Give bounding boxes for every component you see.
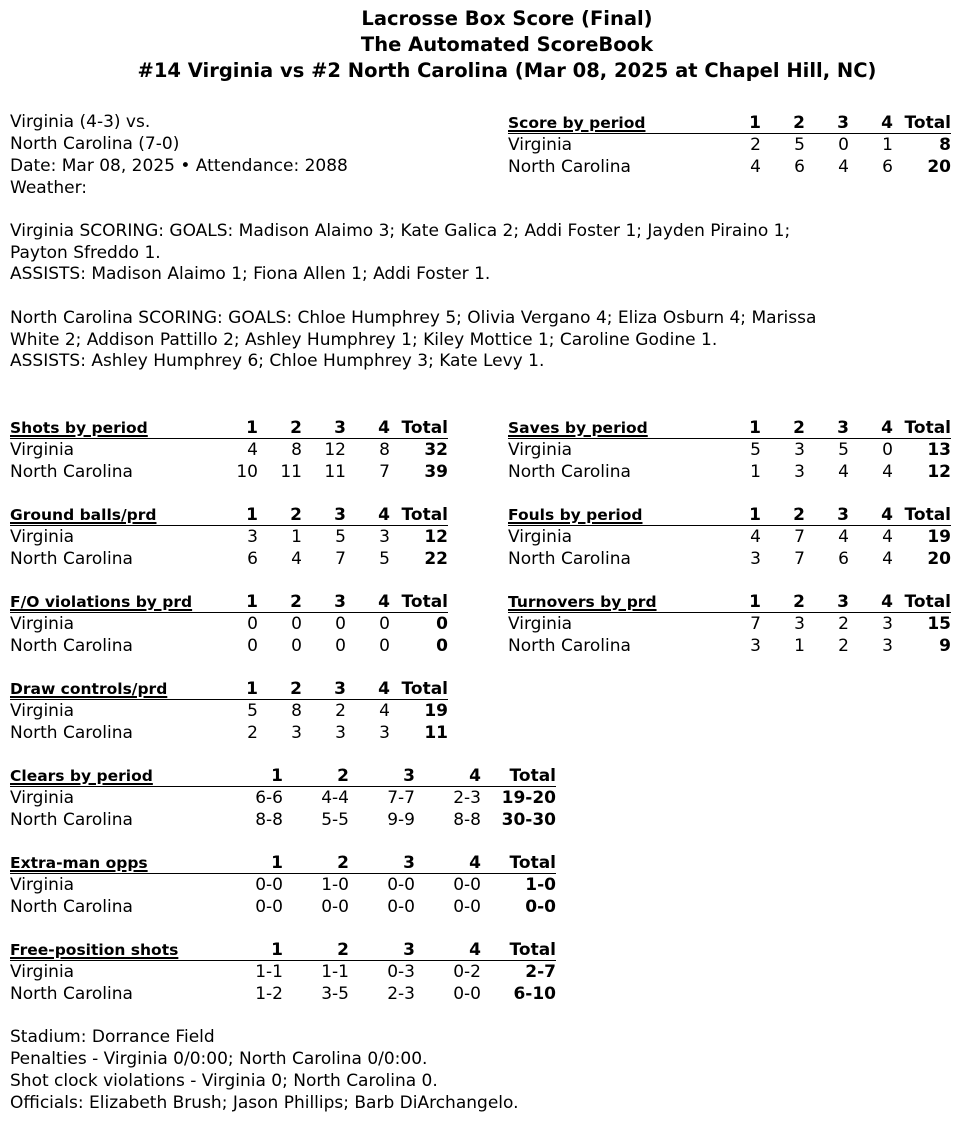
column-header-period: 3 — [805, 418, 849, 439]
column-header-period: 1 — [210, 940, 283, 961]
table-row — [508, 613, 951, 636]
column-header-total: Total — [481, 766, 556, 787]
table-row — [10, 809, 556, 831]
period-value: 0 — [882, 439, 893, 460]
column-header-period: 4 — [346, 505, 390, 526]
period-value: 4 — [882, 526, 893, 547]
total-value: 1-0 — [525, 874, 556, 895]
column-header-period: 2 — [258, 505, 302, 526]
column-header-total: Total — [390, 505, 448, 526]
period-value: 0 — [379, 613, 390, 634]
period-value: 1-1 — [255, 961, 283, 982]
report-titles — [0, 6, 962, 84]
column-header-period: 1 — [210, 853, 283, 874]
column-header-period: 3 — [302, 679, 346, 700]
period-value: 3 — [379, 722, 390, 743]
total-value: 8 — [939, 134, 951, 155]
team-name: North Carolina — [508, 548, 631, 569]
table-header-row — [10, 679, 448, 700]
team-name: North Carolina — [10, 809, 133, 830]
period-value: 4 — [882, 548, 893, 569]
period-value: 3 — [794, 613, 805, 634]
column-header-period: 2 — [283, 940, 349, 961]
period-value: 2-3 — [453, 787, 481, 808]
date-attendance: Date: Mar 08, 2025 • Attendance: 2088 — [10, 156, 348, 176]
column-header-period: 1 — [230, 592, 258, 613]
report-title: Lacrosse Box Score (Final) — [361, 7, 653, 30]
period-value: 4 — [838, 526, 849, 547]
period-value: 6 — [838, 548, 849, 569]
team-name: Virginia — [10, 874, 75, 895]
column-header-period: 3 — [349, 766, 415, 787]
total-value: 9 — [939, 635, 951, 656]
table-row — [10, 722, 448, 744]
total-value: 30-30 — [501, 809, 556, 830]
period-value: 3 — [882, 635, 893, 656]
period-value: 11 — [324, 461, 346, 482]
total-value: 2-7 — [525, 961, 556, 982]
column-header-total: Total — [893, 505, 951, 526]
period-value: 4-4 — [321, 787, 349, 808]
period-value: 0-0 — [453, 896, 481, 917]
table-label: Ground balls/prd — [10, 505, 230, 526]
period-value: 0-3 — [387, 961, 415, 982]
period-value: 4 — [291, 548, 302, 569]
fouls-by-period-table — [508, 505, 951, 570]
period-value: 7 — [335, 548, 346, 569]
period-value: 5 — [335, 526, 346, 547]
table-header-row — [10, 592, 448, 613]
team-name: Virginia — [508, 439, 573, 460]
period-value: 1 — [882, 134, 893, 155]
column-header-total: Total — [390, 418, 448, 439]
game-info — [10, 111, 348, 199]
period-value: 3 — [247, 526, 258, 547]
team-name: North Carolina — [10, 896, 133, 917]
table-label: Shots by period — [10, 418, 230, 439]
column-header-period: 2 — [258, 418, 302, 439]
penalties: Penalties - Virginia 0/0:00; North Carolina 0/0:00. — [10, 1049, 428, 1069]
table-label: Turnovers by prd — [508, 592, 733, 613]
period-value: 2 — [247, 722, 258, 743]
column-header-total: Total — [390, 679, 448, 700]
total-value: 0 — [436, 635, 448, 656]
column-header-period: 1 — [733, 418, 761, 439]
period-value: 0-0 — [453, 874, 481, 895]
column-header-period: 4 — [849, 418, 893, 439]
team-name: North Carolina — [508, 156, 631, 177]
team-name: North Carolina — [10, 548, 133, 569]
free-position-shots-table — [10, 940, 556, 1005]
period-value: 0 — [335, 613, 346, 634]
period-value: 8 — [379, 439, 390, 460]
team-name: North Carolina — [508, 635, 631, 656]
column-header-total: Total — [893, 113, 951, 134]
column-header-period: 3 — [302, 418, 346, 439]
table-row — [508, 635, 951, 657]
period-value: 6 — [794, 156, 805, 177]
table-row — [508, 548, 951, 570]
column-header-period: 1 — [733, 592, 761, 613]
team-name: Virginia — [10, 700, 75, 721]
table-header-row — [508, 418, 951, 439]
period-value: 2 — [335, 700, 346, 721]
period-value: 0 — [335, 635, 346, 656]
table-header-row — [508, 592, 951, 613]
table-row — [10, 700, 448, 723]
period-value: 8 — [291, 700, 302, 721]
period-value: 3 — [882, 613, 893, 634]
column-header-period: 4 — [849, 592, 893, 613]
period-value: 0-0 — [321, 896, 349, 917]
column-header-period: 3 — [302, 505, 346, 526]
total-value: 13 — [927, 439, 951, 460]
column-header-total: Total — [481, 940, 556, 961]
total-value: 6-10 — [513, 983, 556, 1004]
column-header-period: 2 — [258, 592, 302, 613]
period-value: 3 — [794, 439, 805, 460]
unc-assists: ASSISTS: Ashley Humphrey 6; Chloe Humphrey 3; Kate Levy 1. — [10, 351, 545, 371]
table-header-row — [508, 113, 951, 134]
team-name: Virginia — [10, 613, 75, 634]
table-row — [10, 635, 448, 657]
saves-by-period-table — [508, 418, 951, 483]
period-value: 7 — [750, 613, 761, 634]
shot-clock-violations: Shot clock violations - Virginia 0; North Carolina 0. — [10, 1071, 438, 1091]
column-header-period: 3 — [349, 853, 415, 874]
table-header-row — [10, 505, 448, 526]
draw-controls-table — [10, 679, 448, 744]
period-value: 3 — [750, 548, 761, 569]
virginia-goals: Virginia SCORING: GOALS: Madison Alaimo 3; Kate Galica 2; Addi Foster 1; Jayden Piraino 1; Payton Sfreddo 1. — [10, 221, 791, 263]
column-header-period: 2 — [283, 766, 349, 787]
column-header-period: 2 — [761, 113, 805, 134]
table-label: Saves by period — [508, 418, 733, 439]
period-value: 3 — [291, 722, 302, 743]
unc-goals: North Carolina SCORING: GOALS: Chloe Humphrey 5; Olivia Vergano 4; Eliza Osburn 4; Marissa White 2; Addison Pattillo 2; Ashley Humphrey 1; Kiley Mottice 1; Caroline Godine 1. — [10, 308, 817, 350]
column-header-period: 2 — [258, 679, 302, 700]
column-header-period: 1 — [230, 505, 258, 526]
period-value: 0 — [838, 134, 849, 155]
extra-man-table — [10, 853, 556, 918]
team-name: North Carolina — [508, 461, 631, 482]
table-row — [10, 961, 556, 984]
total-value: 20 — [927, 548, 951, 569]
table-label: Fouls by period — [508, 505, 733, 526]
report-subtitle: The Automated ScoreBook — [360, 33, 654, 56]
period-value: 7-7 — [387, 787, 415, 808]
virginia-assists: ASSISTS: Madison Alaimo 1; Fiona Allen 1; Addi Foster 1. — [10, 264, 491, 284]
officials: Officials: Elizabeth Brush; Jason Phillips; Barb DiArchangelo. — [10, 1093, 519, 1113]
table-label: Draw controls/prd — [10, 679, 230, 700]
table-label: Extra-man opps — [10, 853, 210, 874]
table-header-row — [10, 940, 556, 961]
table-row — [10, 548, 448, 570]
column-header-period: 4 — [346, 592, 390, 613]
column-header-period: 1 — [230, 418, 258, 439]
period-value: 8-8 — [453, 809, 481, 830]
column-header-period: 2 — [761, 592, 805, 613]
column-header-period: 4 — [415, 940, 481, 961]
table-row — [10, 874, 556, 897]
team-name: Virginia — [508, 526, 573, 547]
period-value: 1-2 — [255, 983, 283, 1004]
total-value: 39 — [424, 461, 448, 482]
table-row — [10, 439, 448, 462]
period-value: 7 — [379, 461, 390, 482]
period-value: 12 — [324, 439, 346, 460]
table-row — [10, 526, 448, 549]
period-value: 5 — [750, 439, 761, 460]
period-value: 5 — [379, 548, 390, 569]
column-header-total: Total — [893, 418, 951, 439]
table-label: Score by period — [508, 113, 733, 134]
team-name: North Carolina — [10, 722, 133, 743]
team-name: North Carolina — [10, 983, 133, 1004]
period-value: 0 — [247, 613, 258, 634]
team-name: North Carolina — [10, 635, 133, 656]
column-header-period: 1 — [210, 766, 283, 787]
total-value: 32 — [424, 439, 448, 460]
column-header-period: 1 — [230, 679, 258, 700]
total-value: 22 — [424, 548, 448, 569]
column-header-period: 4 — [849, 113, 893, 134]
period-value: 4 — [882, 461, 893, 482]
total-value: 19-20 — [501, 787, 556, 808]
total-value: 11 — [424, 722, 448, 743]
period-value: 2-3 — [387, 983, 415, 1004]
column-header-period: 4 — [849, 505, 893, 526]
period-value: 7 — [794, 548, 805, 569]
ground-balls-table — [10, 505, 448, 570]
period-value: 0-2 — [453, 961, 481, 982]
game-title: #14 Virginia vs #2 North Carolina (Mar 08, 2025 at Chapel Hill, NC) — [137, 59, 877, 82]
column-header-period: 3 — [302, 592, 346, 613]
column-header-period: 1 — [733, 505, 761, 526]
total-value: 19 — [927, 526, 951, 547]
weather: Weather: — [10, 178, 88, 198]
period-value: 2 — [838, 613, 849, 634]
total-value: 0-0 — [525, 896, 556, 917]
stadium: Stadium: Dorrance Field — [10, 1027, 215, 1047]
table-row — [508, 461, 951, 483]
period-value: 11 — [280, 461, 302, 482]
period-value: 3 — [794, 461, 805, 482]
table-row — [10, 896, 556, 918]
shots-by-period-table — [10, 418, 448, 483]
period-value: 4 — [838, 461, 849, 482]
period-value: 8-8 — [255, 809, 283, 830]
team-name: North Carolina — [10, 461, 133, 482]
table-label: Clears by period — [10, 766, 210, 787]
column-header-period: 2 — [283, 853, 349, 874]
period-value: 8 — [291, 439, 302, 460]
period-value: 4 — [838, 156, 849, 177]
column-header-period: 2 — [761, 418, 805, 439]
footer-notes — [10, 1026, 519, 1114]
period-value: 3 — [379, 526, 390, 547]
period-value: 0 — [247, 635, 258, 656]
period-value: 1 — [794, 635, 805, 656]
period-value: 0-0 — [255, 874, 283, 895]
period-value: 4 — [750, 526, 761, 547]
team-name: Virginia — [10, 526, 75, 547]
table-header-row — [10, 766, 556, 787]
table-row — [508, 439, 951, 462]
team-name: Virginia — [10, 439, 75, 460]
period-value: 4 — [247, 439, 258, 460]
period-value: 2 — [750, 134, 761, 155]
period-value: 0 — [291, 635, 302, 656]
score-by-period-table — [508, 113, 951, 178]
period-value: 6-6 — [255, 787, 283, 808]
period-value: 0 — [379, 635, 390, 656]
column-header-total: Total — [893, 592, 951, 613]
fo-violations-table — [10, 592, 448, 657]
period-value: 5 — [247, 700, 258, 721]
period-value: 4 — [379, 700, 390, 721]
column-header-period: 3 — [805, 505, 849, 526]
period-value: 1 — [750, 461, 761, 482]
period-value: 5 — [838, 439, 849, 460]
team-name: Virginia — [10, 787, 75, 808]
period-value: 3 — [335, 722, 346, 743]
away-team-record: Virginia (4-3) vs. — [10, 112, 151, 132]
period-value: 1-1 — [321, 961, 349, 982]
table-header-row — [508, 505, 951, 526]
team-name: Virginia — [508, 134, 573, 155]
period-value: 0-0 — [255, 896, 283, 917]
table-row — [10, 461, 448, 483]
column-header-total: Total — [390, 592, 448, 613]
period-value: 7 — [794, 526, 805, 547]
column-header-total: Total — [481, 853, 556, 874]
total-value: 0 — [436, 613, 448, 634]
table-label: F/O violations by prd — [10, 592, 230, 613]
period-value: 6 — [247, 548, 258, 569]
column-header-period: 3 — [805, 592, 849, 613]
column-header-period: 4 — [346, 418, 390, 439]
table-row — [10, 983, 556, 1005]
period-value: 0-0 — [453, 983, 481, 1004]
team-name: Virginia — [508, 613, 573, 634]
column-header-period: 4 — [346, 679, 390, 700]
column-header-period: 3 — [805, 113, 849, 134]
period-value: 0-0 — [387, 874, 415, 895]
unc-scoring — [10, 308, 830, 373]
total-value: 20 — [927, 156, 951, 177]
column-header-period: 4 — [415, 766, 481, 787]
column-header-period: 2 — [761, 505, 805, 526]
period-value: 5 — [794, 134, 805, 155]
period-value: 9-9 — [387, 809, 415, 830]
period-value: 2 — [838, 635, 849, 656]
period-value: 1-0 — [321, 874, 349, 895]
period-value: 3-5 — [321, 983, 349, 1004]
total-value: 15 — [927, 613, 951, 634]
table-header-row — [10, 853, 556, 874]
table-row — [508, 526, 951, 549]
table-row — [508, 134, 951, 157]
virginia-scoring — [10, 221, 830, 286]
period-value: 10 — [236, 461, 258, 482]
period-value: 3 — [750, 635, 761, 656]
home-team-record: North Carolina (7-0) — [10, 134, 180, 154]
column-header-period: 4 — [415, 853, 481, 874]
table-row — [10, 613, 448, 636]
column-header-period: 1 — [733, 113, 761, 134]
total-value: 19 — [424, 700, 448, 721]
team-name: Virginia — [10, 961, 75, 982]
table-row — [508, 156, 951, 178]
period-value: 5-5 — [321, 809, 349, 830]
table-header-row — [10, 418, 448, 439]
table-row — [10, 787, 556, 810]
period-value: 6 — [882, 156, 893, 177]
clears-table — [10, 766, 556, 831]
period-value: 4 — [750, 156, 761, 177]
total-value: 12 — [424, 526, 448, 547]
total-value: 12 — [927, 461, 951, 482]
period-value: 1 — [291, 526, 302, 547]
period-value: 0-0 — [387, 896, 415, 917]
period-value: 0 — [291, 613, 302, 634]
table-label: Free-position shots — [10, 940, 210, 961]
turnovers-table — [508, 592, 951, 657]
column-header-period: 3 — [349, 940, 415, 961]
